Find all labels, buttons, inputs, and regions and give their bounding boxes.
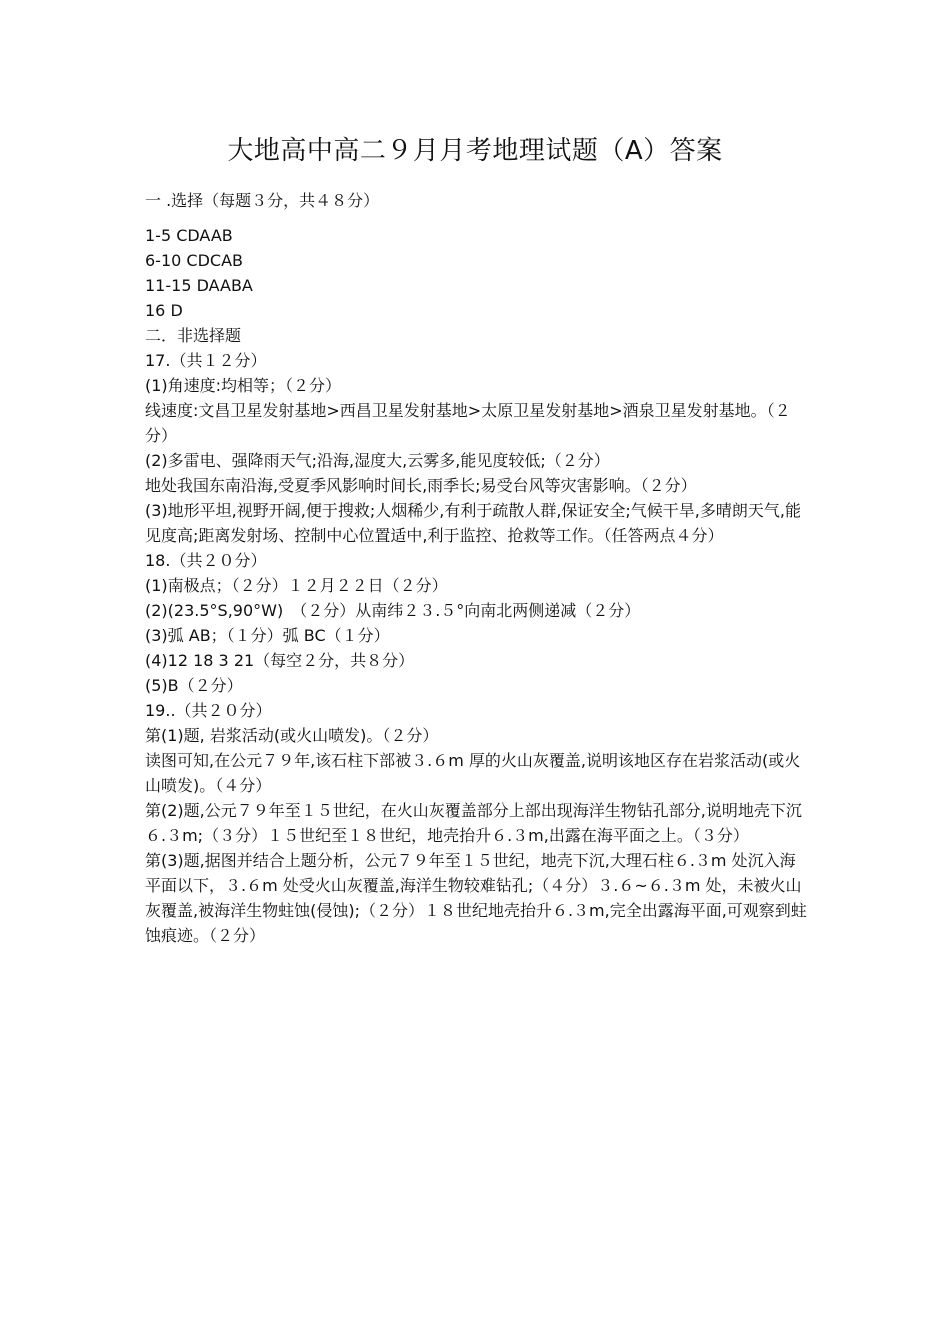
q18-heading: 18.（共２０分）: [145, 551, 267, 570]
q18-line-2: (2)(23.5°S,90°W) （２分）从南纬２３.５°向南北两侧递减（２分）: [145, 601, 641, 620]
choice-answers-1-5: 1-5 CDAAB: [145, 226, 233, 245]
q17-line-4: 地处我国东南沿海,受夏季风影响时间长,雨季长;易受台风等灾害影响。（２分）: [145, 476, 697, 495]
q17-line-2: 线速度:文昌卫星发射基地>西昌卫星发射基地>太原卫星发射基地>酒泉卫星发射基地。（２分）: [145, 401, 791, 445]
section-nonchoice-heading: 二．非选择题: [145, 326, 242, 345]
q17-line-5: (3)地形平坦,视野开阔,便于搜救;人烟稀少,有利于疏散人群,保证安全;气候干旱,多晴朗天气,能见度高;距离发射场、控制中心位置适中,利于监控、抢救等工作。（任答两点４分）: [145, 501, 801, 545]
q19-line-2: 读图可知,在公元７９年,该石柱下部被３.６m 厚的火山灰覆盖,说明该地区存在岩浆活动(或火山喷发)。（４分）: [145, 751, 801, 795]
choice-answers-11-15: 11-15 DAABA: [145, 276, 253, 295]
q18-line-5: (5)B（２分）: [145, 676, 243, 695]
q17-line-1: (1)角速度:均相等；（２分）: [145, 376, 342, 395]
section-choice-heading: 一 .选择（每题３分，共４８分）: [145, 191, 380, 210]
q19-heading: 19..（共２０分）: [145, 701, 272, 720]
q19-line-4: 第(3)题,据图并结合上题分析，公元７９年至１５世纪，地壳下沉,大理石柱６.３m 处沉入海平面以下，３.６m 处受火山灰覆盖,海洋生物较难钻孔;（４分）３.６~６.３m 处，未被火山灰覆盖,被海洋生物蛀蚀(侵蚀);（２分）１８世纪地壳抬升６.３m,完全出露海平面,可观察到蛀蚀痕迹。（２分）: [145, 851, 807, 945]
q17-line-3: (2)多雷电、强降雨天气;沿海,湿度大,云雾多,能见度较低;（２分）: [145, 451, 610, 470]
choice-answers-6-10: 6-10 CDCAB: [145, 251, 243, 270]
page-title: 大地高中高二９月月考地理试题（A）答案: [227, 136, 723, 166]
q17-heading: 17.（共１２分）: [145, 351, 267, 370]
q18-line-4: (4)12 18 3 21（每空２分，共８分）: [145, 651, 415, 670]
q19-line-3: 第(2)题,公元７９年至１５世纪，在火山灰覆盖部分上部出现海洋生物钻孔部分,说明地壳下沉６.３m;（３分）１５世纪至１８世纪，地壳抬升６.３m,出露在海平面之上。（３分）: [145, 801, 802, 845]
answer-body: [145, 188, 810, 948]
q18-line-1: (1)南极点；（２分）１２月２２日（２分）: [145, 576, 448, 595]
choice-answers-16: 16 D: [145, 301, 183, 320]
q19-line-1: 第(1)题, 岩浆活动(或火山喷发)。（２分）: [145, 726, 439, 745]
q18-line-3: (3)弧 AB；（１分）弧 BC（１分）: [145, 626, 390, 645]
